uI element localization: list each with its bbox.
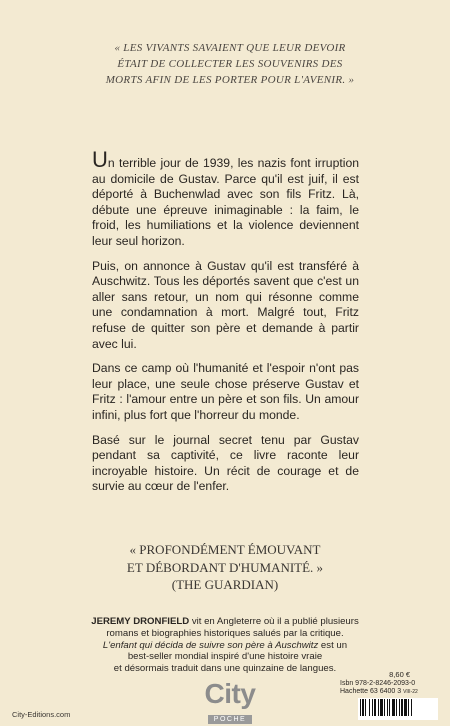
press-quote <box>90 541 360 594</box>
synopsis-paragraph-2: Puis, on annonce à Gustav qu'il est transféré à Auschwitz. Tous les déportés savent que c'est un aller sans retour, un nom qui résonne comme une condamnation à mort. Malgré tout, Fritz refuse de quitter son père et demande à partir avec lui. <box>92 258 359 351</box>
barcode-bar <box>399 699 400 716</box>
barcode-bar <box>372 699 373 716</box>
barcode-bar <box>411 699 412 716</box>
synopsis-paragraph-1 <box>92 147 359 250</box>
barcode <box>358 698 438 720</box>
synopsis <box>92 147 359 504</box>
publisher-url: City-Editions.com <box>12 710 71 719</box>
barcode-bar <box>380 699 383 716</box>
author-name: JEREMY DRONFIELD <box>91 616 190 627</box>
bio-line-2: romans et biographies historiques salués par la critique. <box>106 627 344 639</box>
press-quote-line-1: « PROFONDÉMENT ÉMOUVANT <box>129 542 321 557</box>
isbn-block <box>340 680 440 697</box>
epigraph: « LES VIVANTS SAVAIENT QUE LEUR DEVOIR ÉTAIT DE COLLECTER LES SOUVENIRS DES MORTS AFIN DE LES PORTER POUR L'AVENIR. » <box>105 42 355 86</box>
bio-line-4: best-seller mondial inspiré d'une histoire vraie <box>127 651 323 663</box>
barcode-bar <box>401 699 403 716</box>
barcode-bar <box>378 699 379 716</box>
press-quote-line-2: ET DÉBORDANT D'HUMANITÉ. » <box>126 559 324 575</box>
barcode-bar <box>369 699 370 716</box>
hachette-code-text: Hachette 63 6400 3 <box>340 688 402 696</box>
barcode-bar <box>384 699 385 716</box>
barcode-bar <box>389 699 390 716</box>
synopsis-paragraph-1-text: n terrible jour de 1939, les nazis font irruption au domicile de Gustav. Parce qu'il est juif, il est déporté à Buchenwlad avec son fils Fritz. Là, débute une épreuve inimaginable : la faim, le froid, les humiliations et la violence deviennent leur seul horizon. <box>92 156 359 248</box>
barcode-bar <box>404 699 407 716</box>
bio-line-5: et désormais traduit dans une quinzaine de langues. <box>113 663 337 675</box>
barcode-bar <box>387 699 388 716</box>
book-title: L'enfant qui décida de suivre son père à Auschwitz <box>102 639 319 651</box>
bio-line-3 <box>72 640 378 652</box>
drop-cap: U <box>92 147 108 172</box>
isbn-number: Isbn 978-2-8246-2093-0 <box>340 680 416 687</box>
bio-line-1 <box>72 616 378 628</box>
price: 8,60 € <box>389 670 410 679</box>
bio-line-1-text: vit en Angleterre où il a publié plusieurs <box>189 616 359 627</box>
barcode-bar <box>374 699 376 716</box>
publisher-logo-text: City <box>204 678 256 709</box>
barcode-bar <box>365 699 366 716</box>
synopsis-paragraph-3: Dans ce camp où l'humanité et l'espoir n'ont pas leur place, une seule chose préserve Gustav et Fritz : l'amour entre un père et son fils. Un amour infini, plus fort que l'horreur du monde. <box>92 361 359 422</box>
press-quote-source: (THE GUARDIAN) <box>171 577 279 592</box>
bio-line-3-text: est un <box>318 639 348 651</box>
barcode-bar <box>362 699 364 716</box>
hachette-suffix: VIII-22 <box>403 689 418 696</box>
barcode-bar <box>392 699 395 716</box>
barcode-bar <box>396 699 397 716</box>
barcode-icon <box>358 698 438 720</box>
author-bio <box>72 616 378 675</box>
hachette-code <box>340 688 440 696</box>
barcode-bar <box>408 699 409 716</box>
publisher-logo <box>192 680 268 726</box>
barcode-bar <box>360 699 361 716</box>
synopsis-paragraph-4: Basé sur le journal secret tenu par Gustav pendant sa captivité, ce livre raconte leur incroyable histoire. Un récit de courage et de survie au cœur de l'enfer. <box>92 432 359 494</box>
publisher-logo-sub: POCHE <box>208 715 252 724</box>
